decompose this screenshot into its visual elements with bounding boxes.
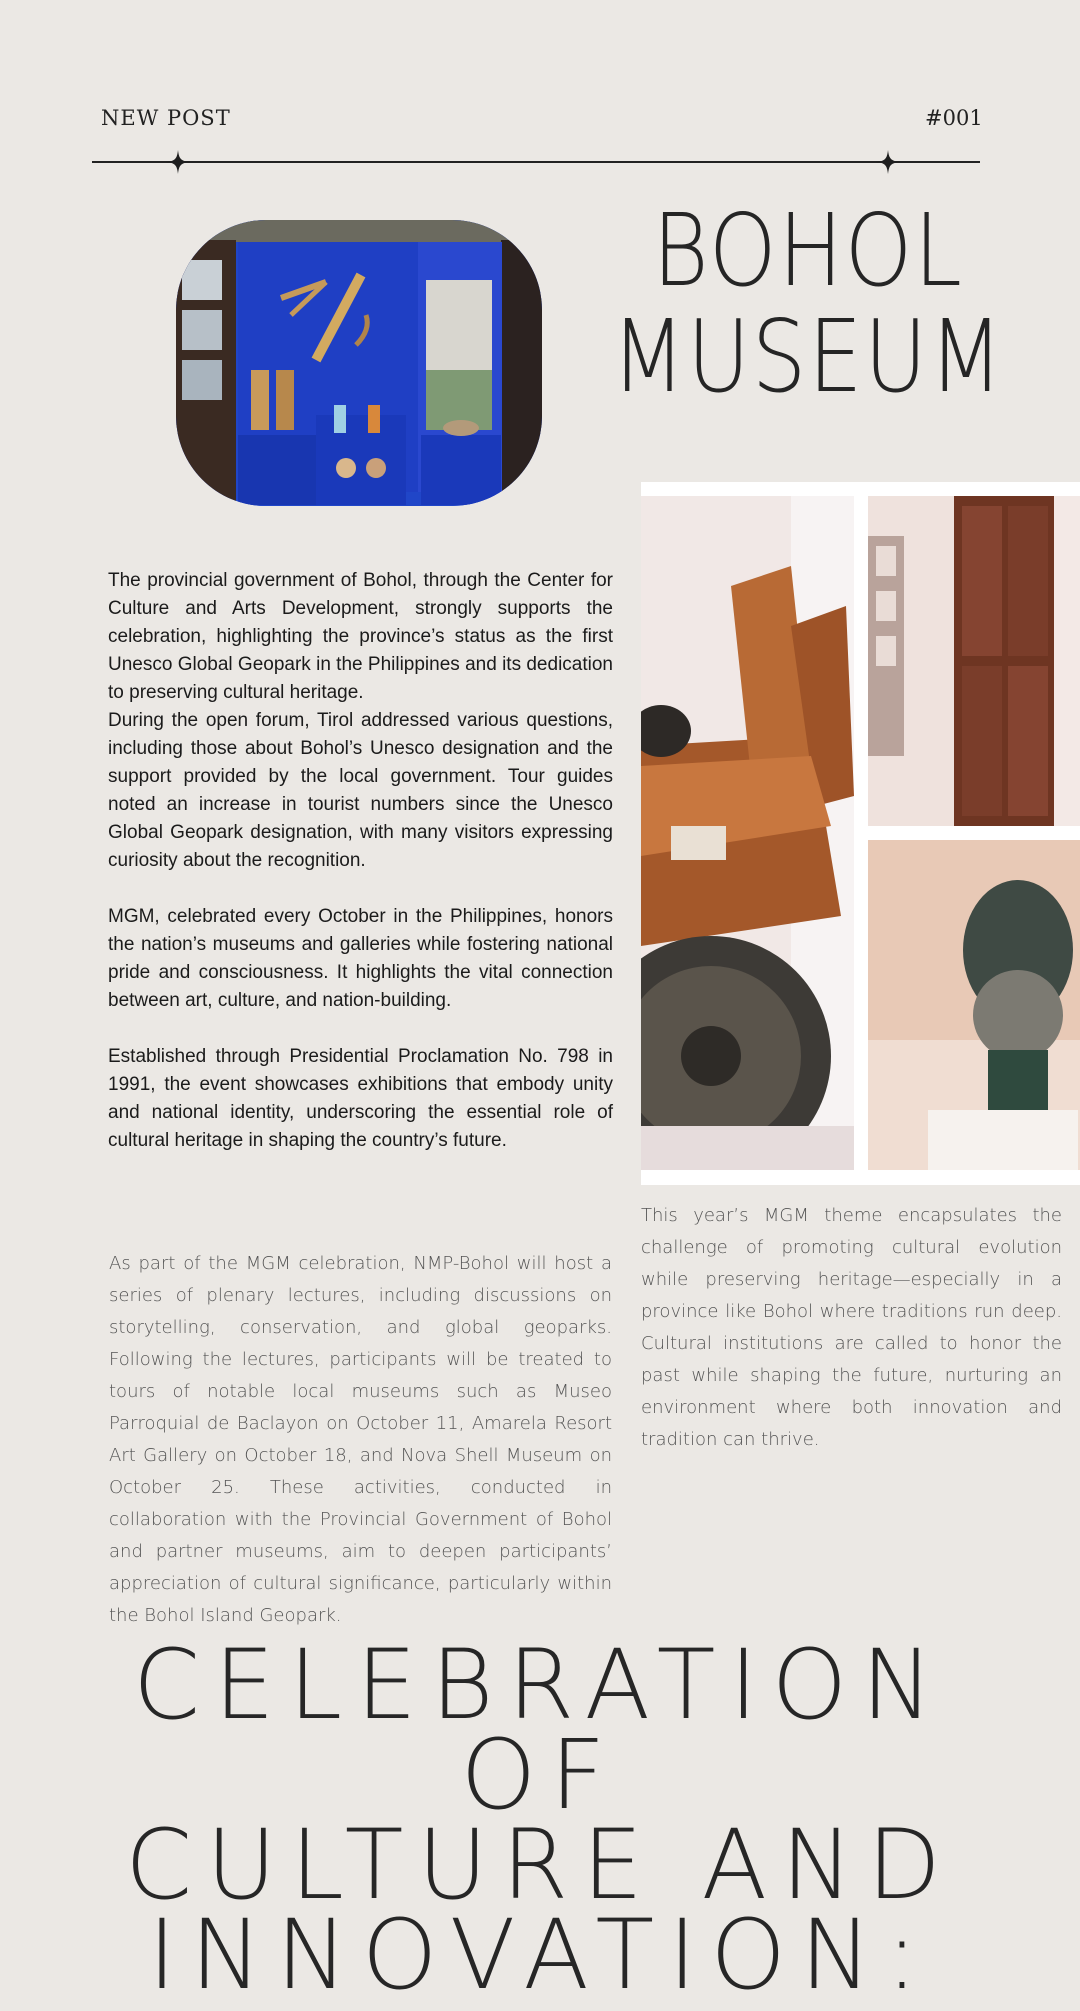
paragraph: During the open forum, Tirol addressed various questions, including those about Bohol’s Unesco designation and the support provided by the local government. Tour guides noted an increase in tourist numbers since the Unesco Global Geopark designation, with many visitors expressing curiosity about the recognition. (108, 710, 613, 871)
paragraph: This year’s MGM theme encapsulates the challenge of promoting cultural evolution while preserving heritage—especially in a province like Bohol where traditions run deep. Cultural institutions are called to honor the past while shaping the future, nurturing an environment where both innovation and tradition can thrive. (641, 1205, 1062, 1450)
paragraph: MGM, celebrated every October in the Philippines, honors the nation’s museums and galleries while fostering national pride and consciousness. It highlights the vital connection between art, culture, and nation-building. (108, 906, 613, 1011)
title-line-2: MUSEUM (611, 298, 1005, 415)
footer-heading-line-1: CELEBRATION OF (132, 1629, 948, 1831)
header-divider (92, 161, 980, 163)
footer-heading (40, 1629, 1040, 2011)
article-body-right (641, 1200, 1062, 1456)
article-body-left-light (109, 1248, 612, 1632)
footer-heading-line-3: INNOVATION: (147, 1899, 933, 2011)
sparkle-icon (166, 150, 190, 174)
sparkle-icon (876, 150, 900, 174)
museum-exhibit-photo (176, 220, 542, 506)
post-label: NEW POST (101, 106, 231, 130)
photo-collage (641, 482, 1080, 1185)
footer-heading-line-2: CULTURE AND (125, 1809, 955, 1921)
paragraph: As part of the MGM celebration, NMP-Bohol will host a series of plenary lectures, including discussions on storytelling, conservation, and global geoparks. Following the lectures, participants will be treated to tours of notable local museums such as Museo Parroquial de Baclayon on October 11, Amarela Resort Art Gallery on October 18, and Nova Shell Museum on October 25. These activities, conducted in collaboration with the Provincial Government of Bohol and partner museums, aim to deepen participants’ appreciation of cultural significance, particularly within the Bohol Island Geopark. (109, 1253, 612, 1626)
paragraph: Established through Presidential Proclamation No. 798 in 1991, the event showcases exhibitions that embody unity and national identity, underscoring the essential role of cultural heritage in shaping the country’s future. (108, 1046, 613, 1151)
title-line-1: BOHOL (652, 192, 964, 309)
page-title (578, 192, 1038, 415)
carved-door-photo (868, 496, 1080, 826)
paragraph: The provincial government of Bohol, through the Center for Culture and Arts Development, strongly supports the celebration, highlighting the province’s status as the first Unesco Global Geopark in the Philippines and its dedication to preserving cultural heritage. (108, 570, 613, 703)
wooden-chair-photo (641, 496, 854, 1170)
article-body-left (108, 567, 613, 1155)
post-number: #001 (925, 106, 983, 130)
bust-sculpture-photo (868, 840, 1080, 1170)
